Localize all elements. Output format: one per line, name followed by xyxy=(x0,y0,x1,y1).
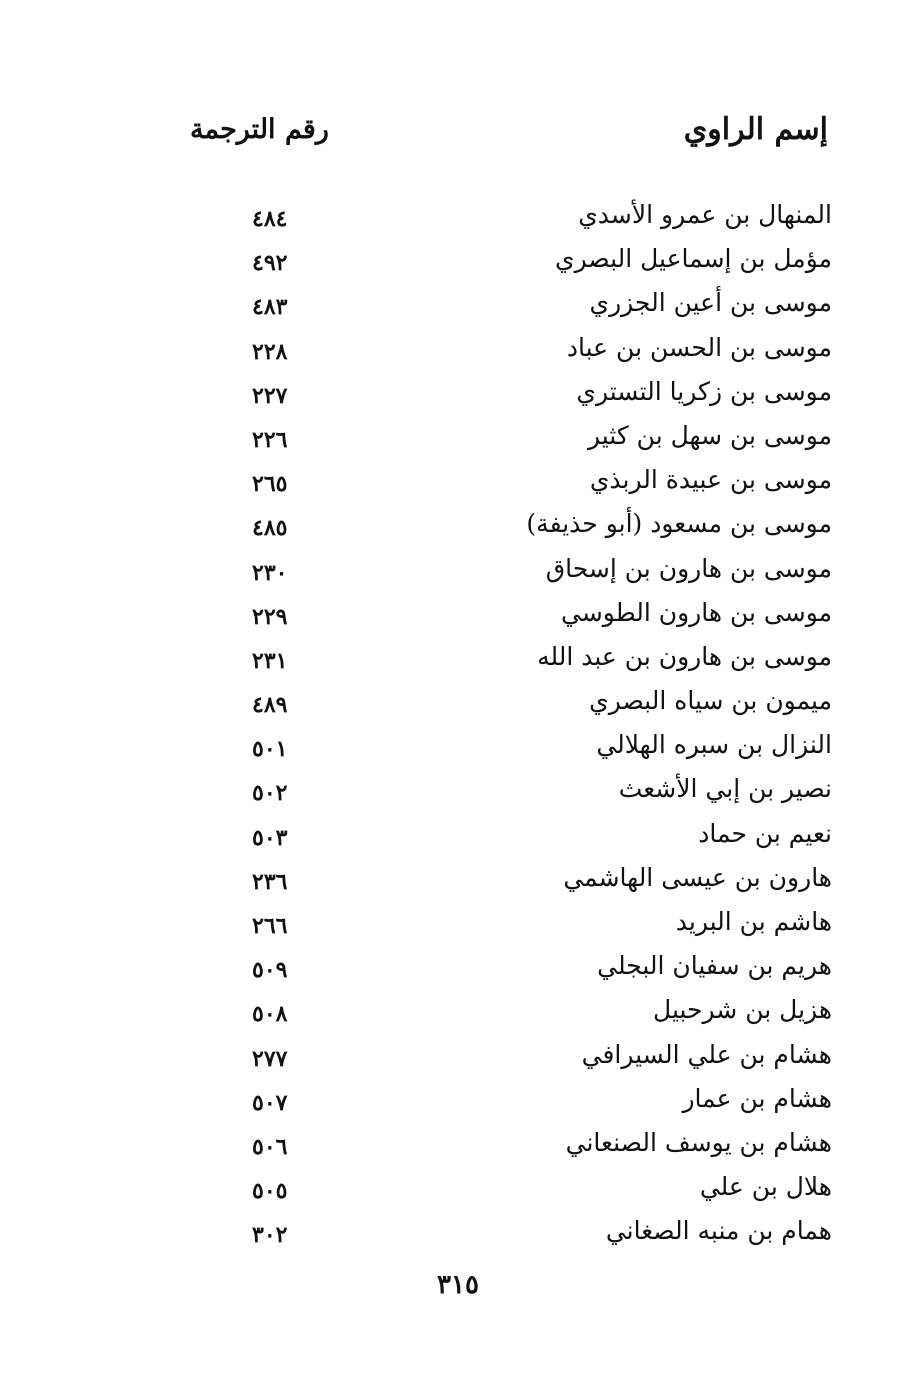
table-row xyxy=(0,991,916,1035)
entry-number: ٤٩٢ xyxy=(252,250,288,277)
table-header xyxy=(0,112,916,162)
entry-number: ٤٨٥ xyxy=(252,515,288,542)
narrator-name-column-header: إسم الراوي xyxy=(683,112,828,147)
narrator-name: موسى بن أعين الجزري xyxy=(589,288,832,318)
entry-number: ٤٨٩ xyxy=(252,692,288,719)
entry-number: ٢٢٧ xyxy=(252,382,288,409)
table-row xyxy=(0,550,916,594)
table-row xyxy=(0,859,916,903)
entry-number: ٣٠٢ xyxy=(252,1222,288,1249)
table-row xyxy=(0,373,916,417)
table-row xyxy=(0,284,916,328)
narrator-name: المنهال بن عمرو الأسدي xyxy=(578,200,832,229)
table-row xyxy=(0,726,916,770)
narrator-name: هشام بن يوسف الصنعاني xyxy=(565,1127,832,1157)
narrator-name: هلال بن علي xyxy=(699,1172,832,1202)
narrator-name: نعيم بن حماد xyxy=(698,818,832,848)
table-row xyxy=(0,770,916,814)
entry-number: ٢٦٥ xyxy=(252,471,288,498)
entry-number: ٥٠٣ xyxy=(252,824,288,851)
narrator-name: هزيل بن شرحبيل xyxy=(653,995,832,1025)
entry-number: ٤٨٤ xyxy=(252,206,288,232)
narrator-name: هشام بن عمار xyxy=(682,1083,832,1113)
narrator-name: النزال بن سبره الهلالي xyxy=(596,730,832,760)
entry-number: ٢٣٠ xyxy=(252,559,288,586)
table-row xyxy=(0,196,916,240)
table-row xyxy=(0,1212,916,1256)
entry-number: ٥٠٨ xyxy=(252,1001,288,1028)
entry-number: ٥٠٩ xyxy=(252,957,288,984)
narrator-name: هاشم بن البريد xyxy=(675,907,832,936)
table-row xyxy=(0,240,916,284)
entry-number: ٤٨٣ xyxy=(252,294,288,321)
table-row xyxy=(0,505,916,549)
table-row xyxy=(0,1080,916,1124)
table-row xyxy=(0,1124,916,1168)
entry-number: ٢٣١ xyxy=(252,647,288,674)
table-row xyxy=(0,417,916,461)
table-row xyxy=(0,1168,916,1212)
table-row xyxy=(0,815,916,859)
entry-number: ٢٣٦ xyxy=(252,868,288,895)
narrator-name: هريم بن سفيان البجلي xyxy=(597,951,832,981)
table-row xyxy=(0,638,916,682)
narrator-index-list xyxy=(0,196,916,1257)
table-row xyxy=(0,329,916,373)
entry-number: ٢٦٦ xyxy=(252,913,288,939)
table-row xyxy=(0,947,916,991)
narrator-name: موسى بن سهل بن كثير xyxy=(587,420,832,450)
entry-number: ٢٢٦ xyxy=(252,426,288,453)
table-row xyxy=(0,594,916,638)
narrator-name: نصير بن إبي الأشعث xyxy=(618,774,832,804)
narrator-name: موسى بن زكريا التستري xyxy=(576,376,832,406)
narrator-name: هارون بن عيسى الهاشمي xyxy=(563,862,832,892)
entry-number: ٥٠٦ xyxy=(252,1133,288,1160)
entry-number: ٢٢٩ xyxy=(252,603,288,630)
page-number: ٣١٥ xyxy=(437,1270,479,1300)
entry-number: ٥٠١ xyxy=(252,736,288,763)
narrator-name: موسى بن هارون بن عبد الله xyxy=(537,641,832,671)
narrator-name: ميمون بن سياه البصري xyxy=(589,686,832,716)
narrator-name: موسى بن هارون بن إسحاق xyxy=(545,553,832,583)
entry-number: ٥٠٧ xyxy=(252,1089,288,1116)
entry-number: ٥٠٥ xyxy=(252,1178,288,1205)
entry-number: ٥٠٢ xyxy=(252,780,288,807)
narrator-name: موسى بن عبيدة الربذي xyxy=(589,465,832,495)
entry-number: ٢٧٧ xyxy=(252,1045,288,1072)
narrator-name: هشام بن علي السيرافي xyxy=(581,1039,832,1069)
table-row xyxy=(0,903,916,947)
table-row xyxy=(0,1036,916,1080)
narrator-name: همام بن منبه الصغاني xyxy=(605,1216,832,1246)
narrator-name: موسى بن مسعود (أبو حذيفة) xyxy=(526,509,832,539)
narrator-name: مؤمل بن إسماعيل البصري xyxy=(555,244,832,274)
narrator-name: موسى بن الحسن بن عباد xyxy=(566,332,832,362)
table-row xyxy=(0,461,916,505)
entry-number-column-header: رقم الترجمة xyxy=(190,114,329,145)
table-row xyxy=(0,682,916,726)
narrator-name: موسى بن هارون الطوسي xyxy=(561,597,832,627)
entry-number: ٢٢٨ xyxy=(252,338,288,365)
